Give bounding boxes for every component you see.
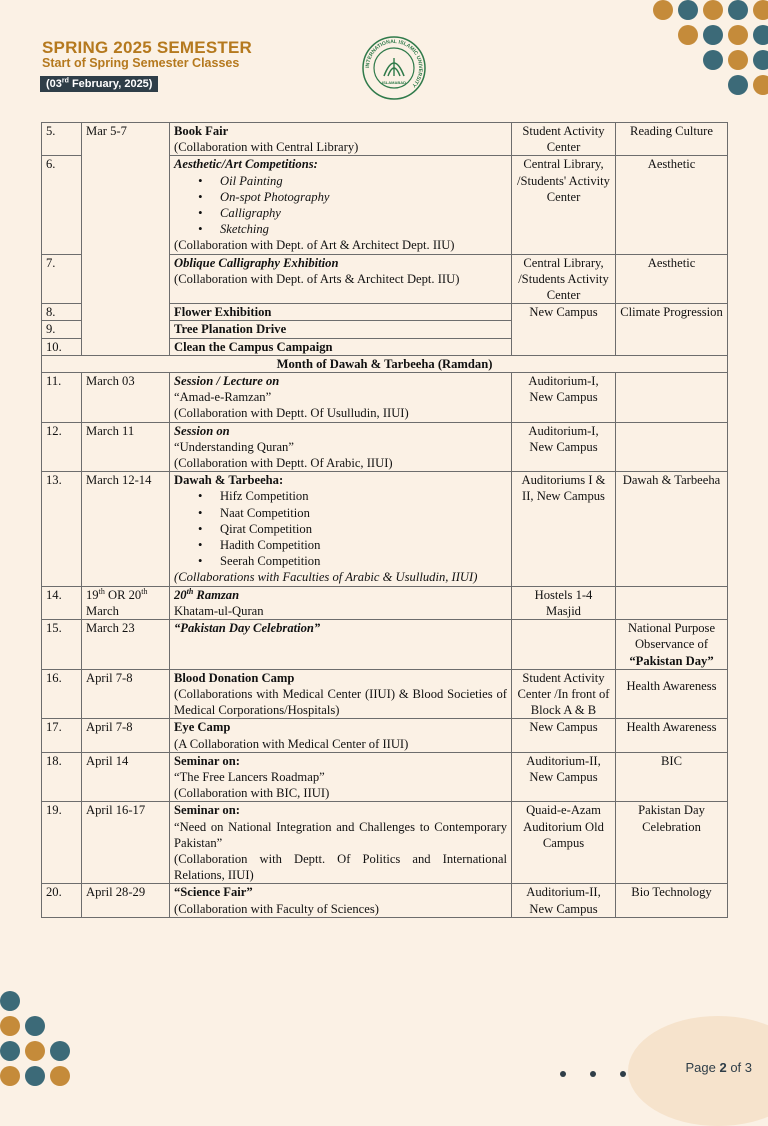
svg-text:INTERNATIONAL ISLAMIC UNIVERSI: INTERNATIONAL ISLAMIC UNIVERSITY bbox=[364, 38, 424, 89]
list-item: • Calligraphy bbox=[220, 205, 507, 221]
list-item: • Seerah Competition bbox=[220, 553, 507, 569]
row-number: 12. bbox=[42, 422, 82, 472]
event-cell bbox=[170, 422, 512, 472]
row-number: 15. bbox=[42, 620, 82, 670]
row-number: 10. bbox=[42, 338, 82, 355]
venue-cell: Student Activity Center /In front of Block A & B bbox=[512, 669, 616, 719]
venue-cell: Auditoriums I & II, New Campus bbox=[512, 472, 616, 586]
event-title: 20th Ramzan bbox=[174, 586, 240, 602]
venue-cell: Hostels 1-4 Masjid bbox=[512, 586, 616, 619]
semester-subtitle: Start of Spring Semester Classes bbox=[42, 56, 240, 70]
event-collab: (Collaboration with Faculty of Sciences) bbox=[174, 901, 379, 916]
event-cell bbox=[170, 884, 512, 917]
venue-cell: Quaid-e-Azam Auditorium Old Campus bbox=[512, 802, 616, 884]
semester-start-date: (03rd February, 2025) bbox=[40, 76, 158, 92]
row-date: March 23 bbox=[82, 620, 170, 670]
table-row bbox=[42, 422, 728, 472]
row-date: April 7-8 bbox=[82, 669, 170, 719]
row-number: 16. bbox=[42, 669, 82, 719]
event-title: “Pakistan Day Celebration” bbox=[170, 620, 512, 670]
event-cell bbox=[170, 586, 512, 619]
row-number: 17. bbox=[42, 719, 82, 752]
row-number: 7. bbox=[42, 254, 82, 304]
event-collab: (Collaboration with Central Library) bbox=[174, 140, 359, 155]
theme-cell: Pakistan Day Celebration bbox=[616, 802, 728, 884]
row-date: March 11 bbox=[82, 422, 170, 472]
venue-cell bbox=[512, 620, 616, 670]
row-number: 9. bbox=[42, 321, 82, 338]
row-date: April 16-17 bbox=[82, 802, 170, 884]
event-title: Blood Donation Camp bbox=[174, 670, 295, 685]
schedule-table bbox=[41, 122, 728, 918]
event-collab: (Collaborations with Faculties of Arabic & Usulludin, IIUI) bbox=[174, 570, 478, 585]
theme-cell bbox=[616, 586, 728, 619]
venue-cell: Auditorium-I, New Campus bbox=[512, 373, 616, 423]
theme-cell: National Purpose Observance of “Pakistan Day” bbox=[616, 620, 728, 670]
page-number: Page 2 of 3 bbox=[685, 1060, 752, 1075]
event-title: Tree Planation Drive bbox=[170, 321, 512, 338]
pagination-dots bbox=[560, 1064, 650, 1082]
row-number: 13. bbox=[42, 472, 82, 586]
list-item: • Hifz Competition bbox=[220, 488, 507, 504]
theme-cell: Bio Technology bbox=[616, 884, 728, 917]
theme-cell: Aesthetic bbox=[616, 254, 728, 304]
row-number: 19. bbox=[42, 802, 82, 884]
event-title: Aesthetic/Art Competitions: bbox=[174, 157, 318, 172]
event-title: Seminar on: bbox=[174, 753, 240, 768]
venue-cell: Student Activity Center bbox=[512, 123, 616, 156]
event-collab: (Collaborations with Medical Center (IIUI) & Blood Societies of Medical Corporations/Hospitals) bbox=[174, 686, 507, 718]
venue-cell: Auditorium-II, New Campus bbox=[512, 884, 616, 917]
row-number: 5. bbox=[42, 123, 82, 156]
event-collab: (A Collaboration with Medical Center of IIUI) bbox=[174, 736, 409, 751]
event-collab: (Collaboration with Deptt. Of Politics and International Relations, IIUI) bbox=[174, 851, 507, 883]
table-row bbox=[42, 752, 728, 802]
row-date: March 03 bbox=[82, 373, 170, 423]
event-collab: (Collaboration with Dept. of Arts & Architect Dept. IIU) bbox=[174, 271, 460, 286]
row-date: April 7-8 bbox=[82, 719, 170, 752]
theme-cell: Reading Culture bbox=[616, 123, 728, 156]
event-topic: “Need on National Integration and Challenges to Contemporary Pakistan” bbox=[174, 819, 507, 850]
event-title: “Science Fair” bbox=[174, 885, 253, 900]
event-topic: “The Free Lancers Roadmap” bbox=[174, 769, 325, 784]
row-number: 11. bbox=[42, 373, 82, 423]
venue-cell: New Campus bbox=[512, 719, 616, 752]
event-title: Session / Lecture on bbox=[174, 374, 280, 389]
list-item: • Oil Painting bbox=[220, 173, 507, 189]
table-row bbox=[42, 123, 728, 156]
svg-text:ISLAMABAD: ISLAMABAD bbox=[382, 80, 406, 85]
venue-cell: New Campus bbox=[512, 304, 616, 356]
table-row bbox=[42, 373, 728, 423]
list-item: • On-spot Photography bbox=[220, 189, 507, 205]
row-date: 19th OR 20th March bbox=[82, 586, 170, 619]
event-cell bbox=[170, 254, 512, 304]
event-item-list bbox=[174, 173, 507, 238]
row-date: Mar 5-7 bbox=[82, 123, 170, 356]
venue-cell: Auditorium-I, New Campus bbox=[512, 422, 616, 472]
event-cell bbox=[170, 472, 512, 586]
table-row bbox=[42, 472, 728, 586]
row-date: April 28-29 bbox=[82, 884, 170, 917]
event-cell bbox=[170, 373, 512, 423]
list-item: • Sketching bbox=[220, 221, 507, 237]
event-cell bbox=[170, 123, 512, 156]
theme-cell bbox=[616, 422, 728, 472]
decorative-pattern-top-right bbox=[643, 0, 768, 95]
venue-cell: Central Library, /Students Activity Center bbox=[512, 254, 616, 304]
event-topic: “Amad-e-Ramzan” bbox=[174, 390, 272, 405]
section-title: Month of Dawah & Tarbeeha (Ramdan) bbox=[42, 355, 728, 372]
table-row bbox=[42, 586, 728, 619]
table-row bbox=[42, 620, 728, 670]
event-title: Seminar on: bbox=[174, 803, 240, 818]
row-number: 8. bbox=[42, 304, 82, 321]
row-number: 6. bbox=[42, 156, 82, 254]
event-cell bbox=[170, 752, 512, 802]
event-topic: “Understanding Quran” bbox=[174, 439, 294, 454]
row-date: March 12-14 bbox=[82, 472, 170, 586]
event-cell bbox=[170, 669, 512, 719]
event-title: Book Fair bbox=[174, 124, 229, 138]
theme-cell: BIC bbox=[616, 752, 728, 802]
row-number: 20. bbox=[42, 884, 82, 917]
event-collab: (Collaboration with Deptt. Of Arabic, IIUI) bbox=[174, 456, 393, 471]
event-title: Oblique Calligraphy Exhibition bbox=[174, 255, 339, 270]
venue-cell: Central Library, /Students' Activity Center bbox=[512, 156, 616, 254]
list-item: • Naat Competition bbox=[220, 505, 507, 521]
theme-cell bbox=[616, 373, 728, 423]
event-topic: Khatam-ul-Quran bbox=[174, 603, 264, 618]
theme-cell: Health Awareness bbox=[616, 719, 728, 752]
event-collab: (Collaboration with Dept. of Art & Architect Dept. IIU) bbox=[174, 238, 455, 253]
event-title: Eye Camp bbox=[174, 720, 231, 735]
event-title: Clean the Campus Campaign bbox=[170, 338, 512, 355]
theme-cell: Dawah & Tarbeeha bbox=[616, 472, 728, 586]
university-logo-icon bbox=[362, 36, 426, 100]
event-title: Flower Exhibition bbox=[170, 304, 512, 321]
row-number: 14. bbox=[42, 586, 82, 619]
event-title: Session on bbox=[174, 423, 230, 438]
theme-cell: Climate Progression bbox=[616, 304, 728, 356]
row-number: 18. bbox=[42, 752, 82, 802]
list-item: • Qirat Competition bbox=[220, 521, 507, 537]
venue-cell: Auditorium-II, New Campus bbox=[512, 752, 616, 802]
theme-cell: Aesthetic bbox=[616, 156, 728, 254]
semester-title: SPRING 2025 SEMESTER bbox=[42, 38, 252, 57]
row-date: April 14 bbox=[82, 752, 170, 802]
section-header-row bbox=[42, 355, 728, 372]
event-collab: (Collaboration with BIC, IIUI) bbox=[174, 786, 330, 801]
event-collab: (Collaboration with Deptt. Of Usulludin, IIUI) bbox=[174, 406, 409, 421]
table-row bbox=[42, 669, 728, 719]
event-item-list bbox=[174, 488, 507, 569]
table-row bbox=[42, 719, 728, 752]
theme-cell: Health Awareness bbox=[616, 669, 728, 719]
list-item: • Hadith Competition bbox=[220, 537, 507, 553]
event-cell bbox=[170, 156, 512, 254]
table-row bbox=[42, 884, 728, 917]
event-title: Dawah & Tarbeeha: bbox=[174, 473, 284, 488]
table-row bbox=[42, 802, 728, 884]
decorative-pattern-bottom-left bbox=[0, 991, 70, 1086]
event-cell bbox=[170, 719, 512, 752]
event-cell bbox=[170, 802, 512, 884]
